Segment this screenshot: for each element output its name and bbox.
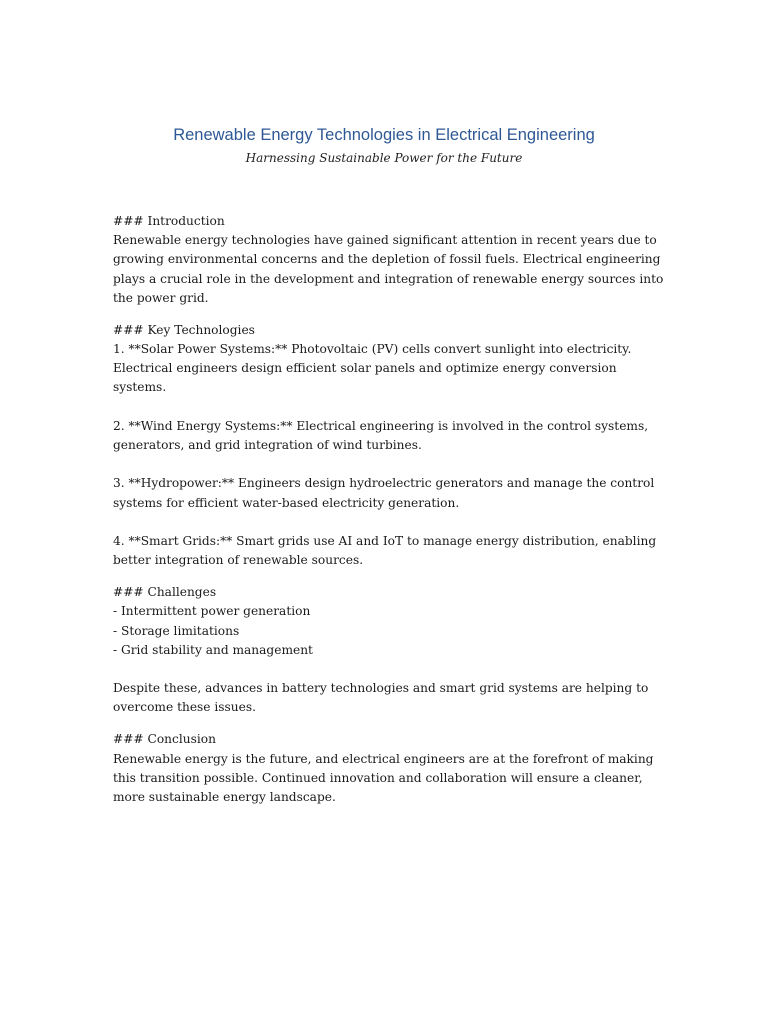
- technology-item-wind: 2. **Wind Energy Systems:** Electrical engineering is involved in the control systems, generators, and grid integration of wind turbines.: [113, 418, 649, 453]
- document-body: [113, 212, 673, 820]
- document-title: Renewable Energy Technologies in Electrical Engineering: [173, 126, 595, 144]
- challenges-note: Despite these, advances in battery technologies and smart grid systems are helping to overcome these issues.: [113, 681, 649, 715]
- challenge-item: - Grid stability and management: [113, 642, 313, 657]
- technology-item-solar: 1. **Solar Power Systems:** Photovoltaic (PV) cells convert sunlight into electricity. Electrical engineers design efficient solar panels and optimize energy conversion systems.: [113, 342, 632, 395]
- section-heading-conclusion: ### Conclusion: [113, 732, 216, 747]
- technology-item-hydropower: 3. **Hydropower:** Engineers design hydroelectric generators and manage the control systems for efficient water-based electricity generation.: [113, 476, 655, 510]
- challenge-item: - Intermittent power generation: [113, 604, 311, 619]
- section-introduction: [113, 212, 673, 308]
- technology-item-smart-grids: 4. **Smart Grids:** Smart grids use AI and IoT to manage energy distribution, enabling better integration of renewable sources.: [113, 534, 657, 568]
- section-heading-challenges: ### Challenges: [113, 585, 217, 600]
- spacer: [113, 660, 673, 679]
- challenge-item: - Storage limitations: [113, 623, 240, 638]
- section-challenges: [113, 583, 673, 717]
- section-key-technologies: [113, 321, 673, 571]
- conclusion-paragraph: Renewable energy is the future, and electrical engineers are at the forefront of making this transition possible. Continued innovation and collaboration will ensure a cleaner, more sustainable energy landscape.: [113, 751, 654, 805]
- introduction-paragraph: Renewable energy technologies have gained significant attention in recent years due to growing environmental concerns and the depletion of fossil fuels. Electrical engineering plays a crucial role in the development and integration of renewable energy sources into the power grid.: [113, 233, 664, 305]
- section-heading-key-technologies: ### Key Technologies: [113, 322, 255, 337]
- section-heading-introduction: ### Introduction: [113, 214, 225, 228]
- section-conclusion: [113, 730, 673, 807]
- document-subtitle: Harnessing Sustainable Power for the Future: [245, 151, 523, 165]
